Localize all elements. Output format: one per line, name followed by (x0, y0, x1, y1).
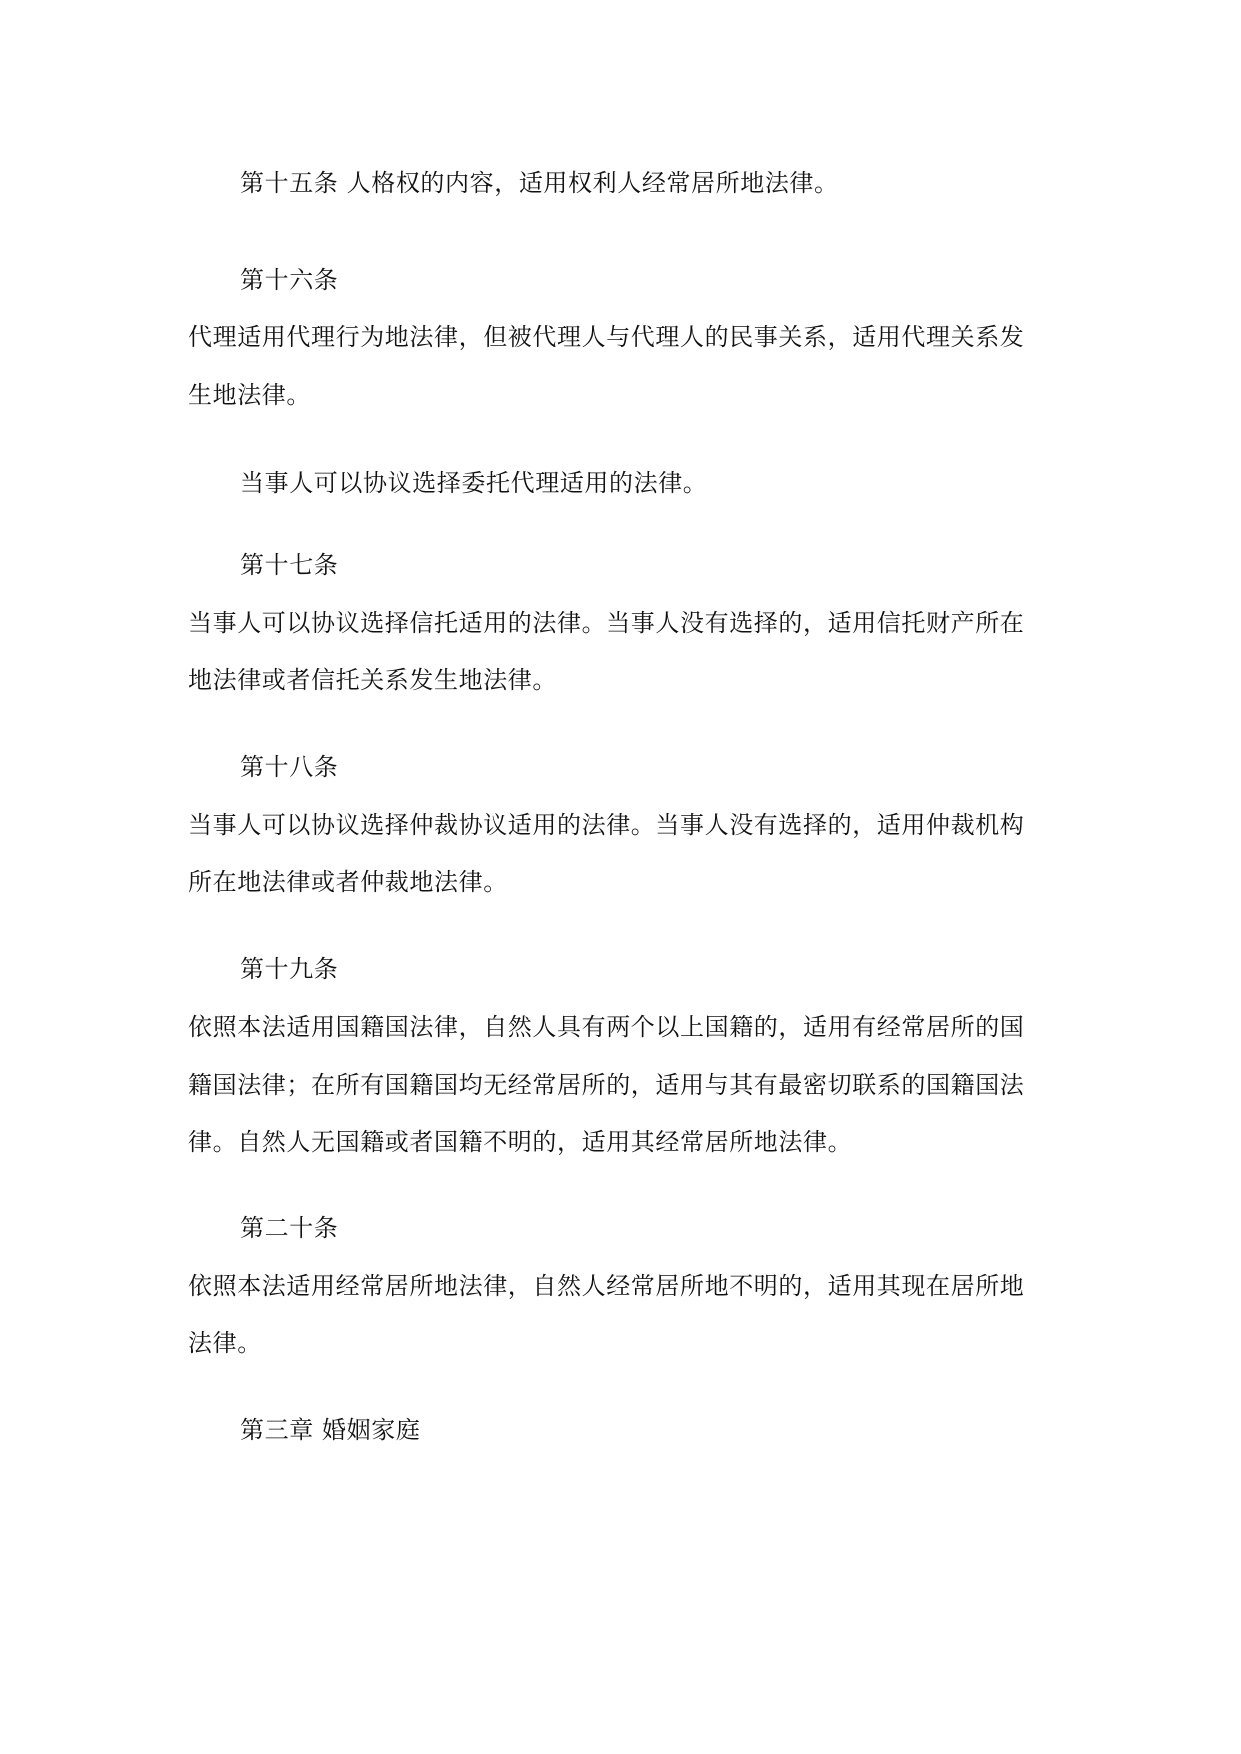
article-17-heading: 第十七条 (240, 551, 339, 579)
article-16-body-line-1: 代理适用代理行为地法律，但被代理人与代理人的民事关系，适用代理关系发 (188, 323, 1025, 351)
article-17-body-line-1: 当事人可以协议选择信托适用的法律。当事人没有选择的，适用信托财产所在 (188, 609, 1025, 637)
article-18-body-line-2: 所在地法律或者仲裁地法律。 (188, 868, 508, 896)
article-18-heading: 第十八条 (240, 753, 339, 781)
article-16-body-line-2: 生地法律。 (188, 381, 311, 409)
article-20-heading: 第二十条 (240, 1214, 339, 1242)
article-17-body-line-2: 地法律或者信托关系发生地法律。 (188, 666, 557, 694)
chapter-3-heading: 第三章 婚姻家庭 (240, 1416, 421, 1444)
article-19-body-line-2: 籍国法律；在所有国籍国均无经常居所的，适用与其有最密切联系的国籍国法 (188, 1071, 1025, 1099)
article-20-body-line-2: 法律。 (188, 1329, 262, 1357)
article-15-text: 第十五条 人格权的内容，适用权利人经常居所地法律。 (240, 169, 839, 197)
article-20-body-line-1: 依照本法适用经常居所地法律，自然人经常居所地不明的，适用其现在居所地 (188, 1272, 1025, 1300)
article-16-paragraph-2: 当事人可以协议选择委托代理适用的法律。 (240, 469, 708, 497)
article-16-heading: 第十六条 (240, 266, 339, 294)
article-19-body-line-3: 律。自然人无国籍或者国籍不明的，适用其经常居所地法律。 (188, 1128, 853, 1156)
article-18-body-line-1: 当事人可以协议选择仲裁协议适用的法律。当事人没有选择的，适用仲裁机构 (188, 811, 1025, 839)
article-19-body-line-1: 依照本法适用国籍国法律，自然人具有两个以上国籍的，适用有经常居所的国 (188, 1013, 1025, 1041)
article-19-heading: 第十九条 (240, 955, 339, 983)
